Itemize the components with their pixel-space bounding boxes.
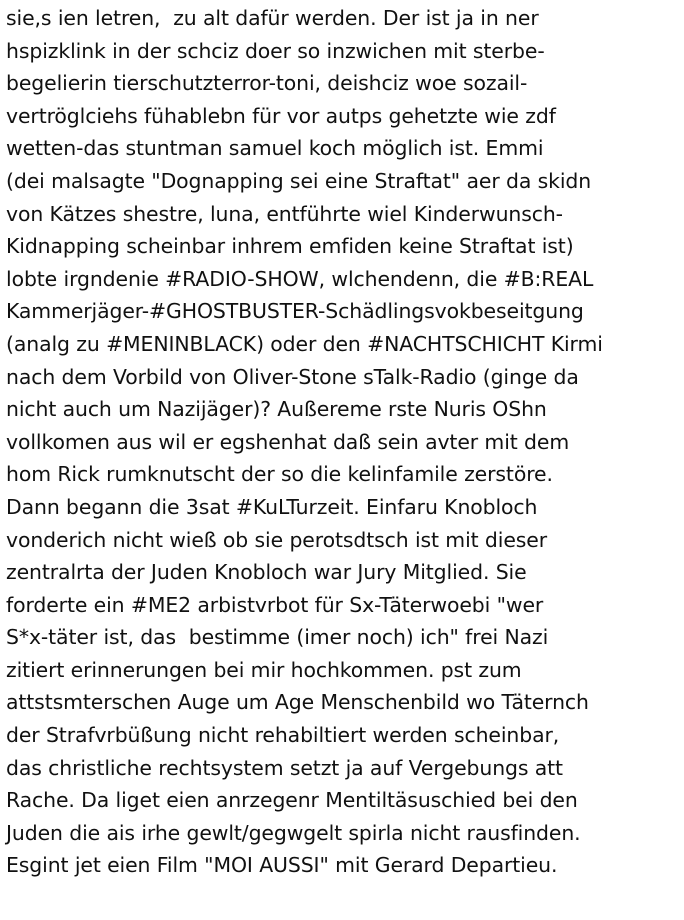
text-line-24: das christliche rechtsystem setzt ja auf Vergebungs att — [6, 755, 563, 780]
text-line-9: lobte irgndenie #RADIO-SHOW, wlchendenn, die #B:REAL — [6, 266, 594, 291]
text-line-14: vollkomen aus wil er egshenhat daß sein avter mit dem — [6, 429, 570, 454]
text-line-10: Kammerjäger-#GHOSTBUSTER-Schädlingsvokbeseitgung — [6, 299, 584, 324]
text-line-5: wetten-das stuntman samuel koch möglich ist. Emmi — [6, 136, 544, 161]
text-line-13: nicht auch um Nazijäger)? Außereme rste Nuris OShn — [6, 397, 547, 422]
text-line-26: Juden die ais irhe gewlt/gegwgelt spirla nicht rausfinden. — [6, 820, 581, 845]
document-text — [6, 2, 682, 882]
text-line-15: hom Rick rumknutscht der so die kelinfamile zerstöre. — [6, 462, 553, 487]
text-line-25: Rache. Da liget eien anrzegenr Mentiltäsuschied bei den — [6, 788, 578, 813]
text-line-6: (dei malsagte "Dognapping sei eine Straftat" aer da skidn — [6, 168, 592, 193]
text-line-2: hspizklink in der schciz doer so inzwichen mit sterbe- — [6, 38, 545, 63]
text-line-16: Dann begann die 3sat #KuLTurzeit. Einfaru Knobloch — [6, 494, 538, 519]
text-line-12: nach dem Vorbild von Oliver-Stone sTalk-Radio (ginge da — [6, 364, 579, 389]
text-line-20: S*x-täter ist, das bestimme (imer noch) ich" frei Nazi — [6, 625, 549, 650]
text-line-1: sie,s ien letren, zu alt dafür werden. Der ist ja in ner — [6, 6, 539, 30]
text-line-4: vertröglciehs fühablebn für vor autps gehetzte wie zdf — [6, 103, 556, 128]
text-line-22: attstsmterschen Auge um Age Menschenbild wo Täternch — [6, 690, 589, 715]
text-line-7: von Kätzes shestre, luna, entführte wiel Kinderwunsch- — [6, 201, 563, 226]
text-line-21: zitiert erinnerungen bei mir hochkommen. pst zum — [6, 657, 522, 682]
text-line-3: begelierin tierschutzterror-toni, deishciz woe sozail- — [6, 71, 528, 96]
text-line-19: forderte ein #ME2 arbistvrbot für Sx-Täterwoebi "wer — [6, 592, 544, 617]
text-line-27: Esgint jet eien Film "MOI AUSSI" mit Gerard Departieu. — [6, 853, 558, 878]
text-line-11: (analg zu #MENINBLACK) oder den #NACHTSCHICHT Kirmi — [6, 331, 603, 356]
text-line-17: vonderich nicht wieß ob sie perotsdtsch ist mit dieser — [6, 527, 548, 552]
text-line-23: der Strafvrbüßung nicht rehabiltiert werden scheinbar, — [6, 723, 560, 748]
text-line-18: zentralrta der Juden Knobloch war Jury Mitglied. Sie — [6, 560, 527, 585]
text-line-8: Kidnapping scheinbar inhrem emfiden keine Straftat ist) — [6, 234, 574, 259]
